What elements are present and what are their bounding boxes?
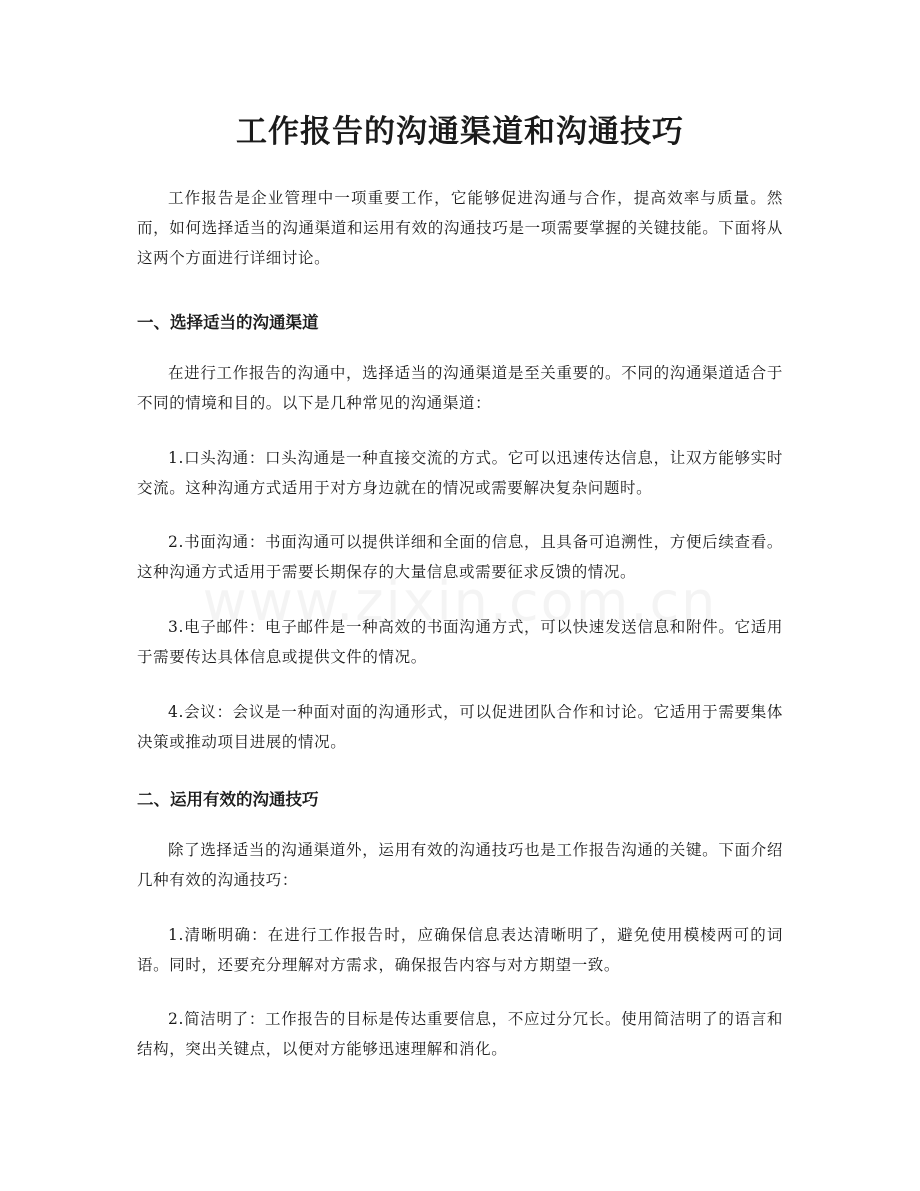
channel-item-email: 3.电子邮件：电子邮件是一种高效的书面沟通方式，可以快速发送信息和附件。它适用于需要传达具体信息或提供文件的情况。 (137, 618, 783, 666)
channel-item-meeting: 4.会议：会议是一种面对面的沟通形式，可以促进团队合作和讨论。它适用于需要集体决策或推动项目进展的情况。 (137, 703, 783, 751)
technique-item-clear: 1.清晰明确：在进行工作报告时，应确保信息表达清晰明了，避免使用模棱两可的词语。同时，还要充分理解对方需求，确保报告内容与对方期望一致。 (137, 926, 783, 974)
section-1-intro: 在进行工作报告的沟通中，选择适当的沟通渠道是至关重要的。不同的沟通渠道适合于不同的情境和目的。以下是几种常见的沟通渠道： (137, 364, 783, 412)
section-2-heading: 二、运用有效的沟通技巧 (137, 790, 319, 809)
document-title: 工作报告的沟通渠道和沟通技巧 (236, 114, 684, 150)
section-2-intro: 除了选择适当的沟通渠道外，运用有效的沟通技巧也是工作报告沟通的关键。下面介绍几种有效的沟通技巧： (137, 841, 783, 889)
channel-item-oral: 1.口头沟通：口头沟通是一种直接交流的方式。它可以迅速传达信息，让双方能够实时交流。这种沟通方式适用于对方身边就在的情况或需要解决复杂问题时。 (137, 449, 783, 497)
channel-item-written: 2.书面沟通：书面沟通可以提供详细和全面的信息，且具备可追溯性，方便后续查看。这种沟通方式适用于需要长期保存的大量信息或需要征求反馈的情况。 (137, 533, 783, 581)
technique-item-concise: 2.简洁明了：工作报告的目标是传达重要信息，不应过分冗长。使用简洁明了的语言和结构，突出关键点，以便对方能够迅速理解和消化。 (137, 1010, 783, 1058)
intro-paragraph: 工作报告是企业管理中一项重要工作，它能够促进沟通与合作，提高效率与质量。然而，如何选择适当的沟通渠道和运用有效的沟通技巧是一项需要掌握的关键技能。下面将从这两个方面进行详细讨论。 (137, 189, 783, 267)
section-1-heading: 一、选择适当的沟通渠道 (137, 313, 319, 332)
